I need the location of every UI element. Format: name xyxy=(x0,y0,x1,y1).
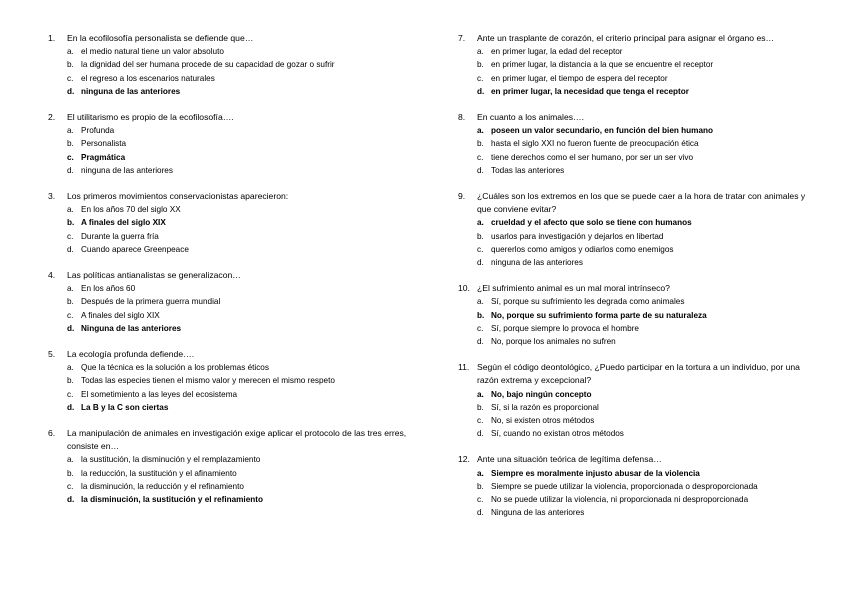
option-text: Todas las anteriores xyxy=(491,165,565,175)
question-number: 1. xyxy=(48,33,56,43)
option-letter: b. xyxy=(67,60,74,70)
answer-option xyxy=(48,243,408,256)
option-letter: c. xyxy=(477,73,484,83)
question-text: Ante una situación teórica de legítima defensa… xyxy=(477,454,662,465)
option-text: quererlos como amigos y odiarlos como enemigos xyxy=(491,244,674,254)
answer-option xyxy=(48,480,408,493)
option-letter: b. xyxy=(477,402,484,412)
answer-option xyxy=(458,58,820,71)
question-line xyxy=(458,32,820,45)
question-10 xyxy=(458,282,820,348)
option-letter: d. xyxy=(477,86,485,96)
right-column xyxy=(458,32,820,533)
option-letter: a. xyxy=(67,47,74,57)
question-number: 8. xyxy=(458,112,466,123)
answer-option xyxy=(458,414,820,427)
answer-option xyxy=(48,401,408,414)
question-text: Ante un trasplante de corazón, el criterio principal para asignar el órgano es… xyxy=(477,33,775,43)
answer-option xyxy=(458,467,820,480)
question-text: Según el código deontológico, ¿Puedo participar en la tortura a un individuo, por una razón extrema y excepcional? xyxy=(477,362,800,386)
option-text: Cuando aparece Greenpeace xyxy=(81,244,189,254)
option-letter: c. xyxy=(67,389,74,399)
option-letter: a. xyxy=(477,47,484,57)
question-line xyxy=(458,282,820,295)
question-number: 12. xyxy=(458,454,470,465)
left-column xyxy=(48,32,408,519)
option-letter: c. xyxy=(477,416,484,426)
question-number: 5. xyxy=(48,349,56,360)
option-letter: b. xyxy=(67,218,75,228)
option-text: el regreso a los escenarios naturales xyxy=(81,73,215,83)
question-7 xyxy=(458,32,820,98)
option-letter: d. xyxy=(477,165,484,175)
option-letter: a. xyxy=(67,363,74,373)
answer-option xyxy=(48,467,408,480)
option-letter: a. xyxy=(477,297,484,307)
question-number: 6. xyxy=(48,428,56,439)
answer-option xyxy=(458,493,820,506)
answer-option xyxy=(48,295,408,308)
question-9 xyxy=(458,190,820,269)
question-line xyxy=(458,190,820,216)
question-line xyxy=(48,111,408,124)
option-text: en primer lugar, la distancia a la que se encuentre el receptor xyxy=(491,60,714,70)
answer-option xyxy=(48,309,408,322)
question-number: 4. xyxy=(48,270,56,281)
option-letter: b. xyxy=(67,297,74,307)
answer-option xyxy=(458,230,820,243)
question-text: La ecología profunda defiende…. xyxy=(67,349,195,360)
question-number: 11. xyxy=(458,362,470,373)
answer-option xyxy=(458,506,820,519)
option-letter: a. xyxy=(67,126,74,136)
option-text: Personalista xyxy=(81,139,127,149)
option-letter: c. xyxy=(67,231,74,241)
option-text: A finales del siglo XIX xyxy=(81,218,166,228)
option-letter: d. xyxy=(67,165,74,175)
question-5 xyxy=(48,348,408,414)
option-text: en primer lugar, el tiempo de espera del receptor xyxy=(491,73,668,83)
option-text: la dignidad del ser humana procede de su capacidad de gozar o sufrir xyxy=(81,60,335,70)
answer-option xyxy=(48,230,408,243)
question-number: 7. xyxy=(458,33,466,43)
option-text: Pragmática xyxy=(81,152,126,162)
option-letter: d. xyxy=(477,258,484,268)
answer-option xyxy=(458,427,820,440)
answer-option xyxy=(458,322,820,335)
question-3 xyxy=(48,190,408,256)
option-letter: d. xyxy=(477,337,484,347)
option-text: la reducción, la sustitución y el afinamiento xyxy=(81,468,237,478)
answer-option xyxy=(458,295,820,308)
answer-option xyxy=(458,388,820,401)
answer-option xyxy=(458,137,820,150)
option-text: A finales del siglo XIX xyxy=(81,310,160,320)
option-letter: b. xyxy=(67,376,74,386)
answer-option xyxy=(458,401,820,414)
answer-option xyxy=(458,480,820,493)
option-letter: c. xyxy=(67,481,74,491)
answer-option xyxy=(48,45,408,58)
answer-option xyxy=(48,58,408,71)
answer-option xyxy=(48,137,408,150)
option-text: Que la técnica es la solución a los problemas éticos xyxy=(81,363,269,373)
option-letter: b. xyxy=(477,231,484,241)
question-number: 10. xyxy=(458,283,470,294)
option-text: crueldad y el afecto que solo se tiene con humanos xyxy=(491,218,692,228)
option-letter: d. xyxy=(477,508,484,518)
option-text: hasta el siglo XXI no fueron fuente de preocupación ética xyxy=(491,139,699,149)
answer-option xyxy=(48,322,408,335)
question-4 xyxy=(48,269,408,335)
option-letter: a. xyxy=(67,455,74,465)
option-letter: a. xyxy=(477,389,484,399)
option-text: Después de la primera guerra mundial xyxy=(81,297,221,307)
question-line xyxy=(458,111,820,124)
question-line xyxy=(48,348,408,361)
question-line xyxy=(48,427,408,453)
option-text: ninguna de las anteriores xyxy=(81,165,173,175)
answer-option xyxy=(48,216,408,229)
option-text: usarlos para investigación y dejarlos en libertad xyxy=(491,231,664,241)
question-line xyxy=(458,361,820,387)
option-text: Ninguna de las anteriores xyxy=(81,323,182,333)
question-line xyxy=(458,453,820,466)
option-text: el medio natural tiene un valor absoluto xyxy=(81,47,224,57)
question-number: 3. xyxy=(48,191,56,202)
option-text: la disminución, la reducción y el refinamiento xyxy=(81,481,244,491)
question-12 xyxy=(458,453,820,519)
answer-option xyxy=(48,164,408,177)
answer-option xyxy=(458,335,820,348)
option-text: Sí, si la razón es proporcional xyxy=(491,402,599,412)
option-text: Sí, porque siempre lo provoca el hombre xyxy=(491,323,639,333)
answer-option xyxy=(458,164,820,177)
option-text: ninguna de las anteriores xyxy=(81,86,181,96)
option-text: en primer lugar, la necesidad que tenga el receptor xyxy=(491,86,689,96)
option-text: Ninguna de las anteriores xyxy=(491,508,585,518)
question-number: 2. xyxy=(48,112,56,123)
option-letter: d. xyxy=(67,244,74,254)
option-letter: c. xyxy=(67,73,74,83)
option-letter: d. xyxy=(67,323,75,333)
question-text: El utilitarismo es propio de la ecofilosofía…. xyxy=(67,112,234,123)
option-letter: d. xyxy=(67,402,75,412)
option-text: Siempre es moralmente injusto abusar de la violencia xyxy=(491,468,700,478)
answer-option xyxy=(458,45,820,58)
option-text: poseen un valor secundario, en función del bien humano xyxy=(491,126,714,136)
option-letter: b. xyxy=(67,468,74,478)
option-text: la disminución, la sustitución y el refinamiento xyxy=(81,495,263,505)
answer-option xyxy=(458,151,820,164)
question-number: 9. xyxy=(458,191,466,202)
option-letter: a. xyxy=(67,284,74,294)
answer-option xyxy=(48,374,408,387)
option-letter: b. xyxy=(67,139,74,149)
answer-option xyxy=(48,493,408,506)
option-text: No, porque los animales no sufren xyxy=(491,337,616,347)
option-text: No se puede utilizar la violencia, ni proporcionada ni desproporcionada xyxy=(491,495,749,505)
answer-option xyxy=(458,124,820,137)
option-text: La B y la C son ciertas xyxy=(81,402,169,412)
question-text: Las políticas antianalistas se generalizacon… xyxy=(67,270,241,281)
question-line xyxy=(48,190,408,203)
option-text: No, si existen otros métodos xyxy=(491,416,595,426)
option-text: Siempre se puede utilizar la violencia, proporcionada o desproporcionada xyxy=(491,481,758,491)
question-text: En la ecofilosofía personalista se defiende que… xyxy=(67,33,254,43)
option-text: Sí, porque su sufrimiento les degrada como animales xyxy=(491,297,685,307)
option-letter: c. xyxy=(477,495,484,505)
question-text: En cuanto a los animales…. xyxy=(477,112,585,123)
answer-option xyxy=(48,72,408,85)
answer-option xyxy=(458,72,820,85)
option-text: En los años 60 xyxy=(81,284,136,294)
option-text: Durante la guerra fría xyxy=(81,231,159,241)
option-letter: a. xyxy=(477,468,484,478)
answer-option xyxy=(458,85,820,98)
answer-option xyxy=(48,282,408,295)
question-11 xyxy=(458,361,820,440)
option-text: No, porque su sufrimiento forma parte de su naturaleza xyxy=(491,310,707,320)
option-text: Profunda xyxy=(81,126,115,136)
option-letter: c. xyxy=(477,244,484,254)
option-letter: b. xyxy=(477,310,485,320)
answer-option xyxy=(48,124,408,137)
answer-option xyxy=(48,388,408,401)
option-letter: c. xyxy=(67,310,74,320)
option-text: El sometimiento a las leyes del ecosistema xyxy=(81,389,238,399)
answer-option xyxy=(458,309,820,322)
option-text: la sustitución, la disminución y el remplazamiento xyxy=(81,455,261,465)
option-letter: d. xyxy=(67,86,75,96)
question-text: Los primeros movimientos conservacionistas aparecieron: xyxy=(67,191,289,202)
question-text: ¿Cuáles son los extremos en los que se puede caer a la hora de tratar con animales y que conviene evitar? xyxy=(477,191,806,215)
option-text: No, bajo ningún concepto xyxy=(491,389,592,399)
option-letter: b. xyxy=(477,60,484,70)
answer-option xyxy=(48,151,408,164)
option-letter: b. xyxy=(477,139,484,149)
option-letter: a. xyxy=(67,205,74,215)
question-line xyxy=(48,269,408,282)
question-2 xyxy=(48,111,408,177)
option-text: Todas las especies tienen el mismo valor y merecen el mismo respeto xyxy=(81,376,335,386)
answer-option xyxy=(458,243,820,256)
option-letter: d. xyxy=(67,495,75,505)
answer-option xyxy=(458,256,820,269)
option-text: Sí, cuando no existan otros métodos xyxy=(491,429,624,439)
answer-option xyxy=(458,216,820,229)
option-text: tiene derechos como el ser humano, por ser un ser vivo xyxy=(491,152,694,162)
option-letter: b. xyxy=(477,481,484,491)
option-letter: c. xyxy=(477,152,484,162)
option-letter: c. xyxy=(477,323,484,333)
option-letter: c. xyxy=(67,152,74,162)
question-line xyxy=(48,32,408,45)
option-text: En los años 70 del siglo XX xyxy=(81,205,181,215)
answer-option xyxy=(48,203,408,216)
option-letter: a. xyxy=(477,126,484,136)
option-text: ninguna de las anteriores xyxy=(491,258,583,268)
option-letter: d. xyxy=(477,429,484,439)
option-letter: a. xyxy=(477,218,484,228)
question-text: La manipulación de animales en investigación exige aplicar el protocolo de las tres erres, consiste en… xyxy=(67,428,407,452)
answer-option xyxy=(48,361,408,374)
answer-option xyxy=(48,453,408,466)
question-8 xyxy=(458,111,820,177)
question-1 xyxy=(48,32,408,98)
answer-option xyxy=(48,85,408,98)
question-text: ¿El sufrimiento animal es un mal moral intrínseco? xyxy=(477,283,670,294)
question-6 xyxy=(48,427,408,506)
option-text: en primer lugar, la edad del receptor xyxy=(491,47,623,57)
